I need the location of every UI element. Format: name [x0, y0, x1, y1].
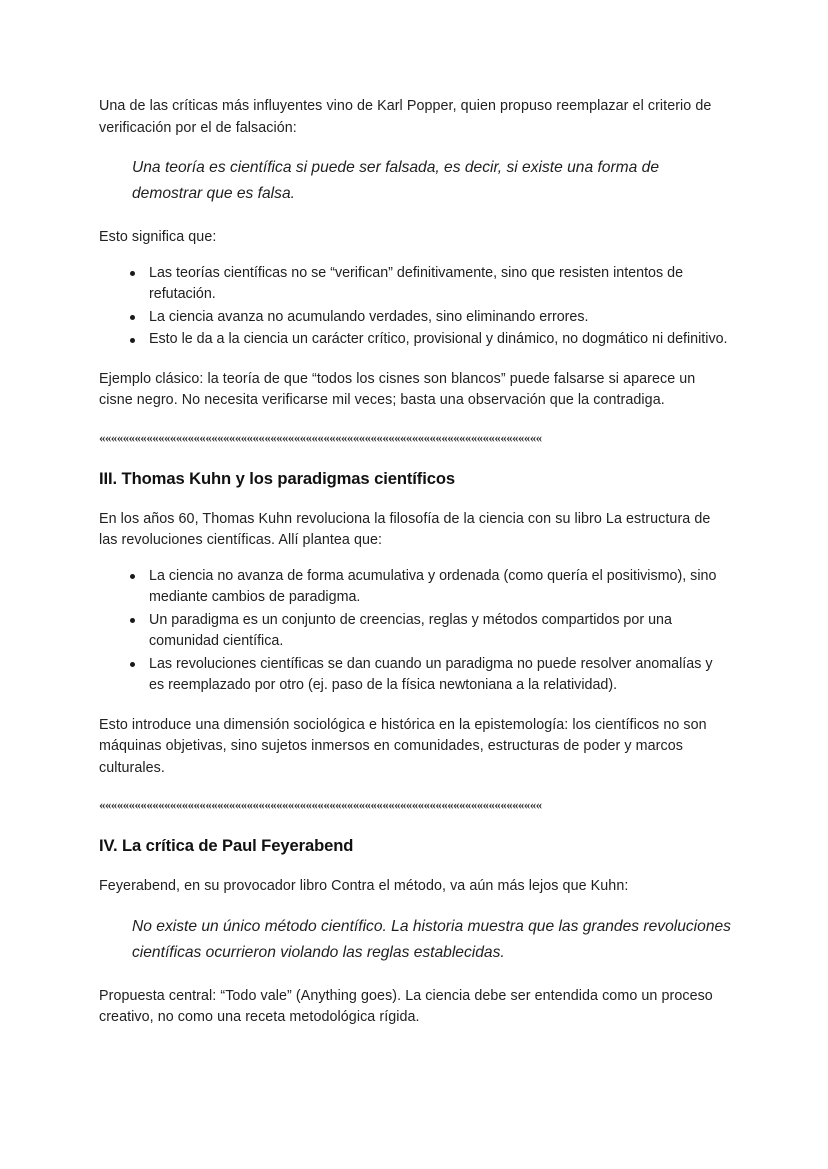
list-item-text: Esto le da a la ciencia un carácter crítico, provisional y dinámico, no dogmático ni definitivo. [149, 331, 728, 347]
list-item-text: Las revoluciones científicas se dan cuando un paradigma no puede resolver anomalías y es reemplazado por otro (ej. paso de la física newtoniana a la relatividad). [149, 655, 713, 693]
popper-implications-list [99, 263, 731, 351]
intro-paragraph: Una de las críticas más influyentes vino de Karl Popper, quien propuso reemplazar el criterio de verificación por el de falsación: [99, 98, 712, 136]
list-item [130, 610, 731, 653]
list-item [130, 263, 731, 306]
list-item-text: Las teorías científicas no se “verifican” definitivamente, sino que resisten intentos de refutación. [149, 264, 684, 302]
classic-example-paragraph: Ejemplo clásico: la teoría de que “todos los cisnes son blancos” puede falsarse si aparece un cisne negro. No necesita verificarse mil veces; basta una observación que la contradiga. [99, 370, 696, 408]
section-iv-intro-paragraph: Feyerabend, en su provocador libro Contra el método, va aún más lejos que Kuhn: [99, 878, 629, 894]
list-item [130, 307, 731, 329]
means-lead-in-paragraph: Esto significa que: [99, 229, 217, 245]
list-item-text: Un paradigma es un conjunto de creencias, reglas y métodos compartidos por una comunidad científica. [149, 611, 672, 649]
section-divider-2: ««««««««««««««««««««««««««««««««««««««««««««««««««««««««««««««««««««««««««« [99, 797, 542, 812]
section-iv-closing-paragraph: Propuesta central: “Todo vale” (Anything goes). La ciencia debe ser entendida como un proceso creativo, no como una receta metodológica rígida. [99, 987, 713, 1025]
list-item [130, 654, 731, 697]
kuhn-points-list [99, 566, 731, 697]
section-divider-1: ««««««««««««««««««««««««««««««««««««««««««««««««««««««««««««««««««««««««««« [99, 429, 542, 445]
list-item-text: La ciencia no avanza de forma acumulativa y ordenada (como quería el positivismo), sino mediante cambios de paradigma. [149, 567, 717, 605]
section-iv-heading: IV. La crítica de Paul Feyerabend [99, 836, 354, 855]
section-iii-intro-paragraph: En los años 60, Thomas Kuhn revoluciona la filosofía de la ciencia con su libro La estructura de las revoluciones científicas. Allí plantea que: [99, 510, 711, 548]
list-item [130, 566, 731, 609]
document-body [99, 96, 731, 1029]
feyerabend-method-quote: No existe un único método científico. La historia muestra que las grandes revoluciones científicas ocurrieron violando las reglas establecidas. [132, 917, 731, 961]
section-iii-closing-paragraph: Esto introduce una dimensión sociológica e histórica en la epistemología: los científicos no son máquinas objetivas, sino sujetos inmersos en comunidades, estructuras de poder y marcos culturales. [99, 716, 707, 776]
section-iii-heading: III. Thomas Kuhn y los paradigmas científicos [99, 468, 456, 488]
popper-falsifiability-quote: Una teoría es científica si puede ser falsada, es decir, si existe una forma de demostrar que es falsa. [132, 159, 660, 202]
list-item-text: La ciencia avanza no acumulando verdades, sino eliminando errores. [149, 308, 589, 325]
list-item [130, 329, 731, 351]
